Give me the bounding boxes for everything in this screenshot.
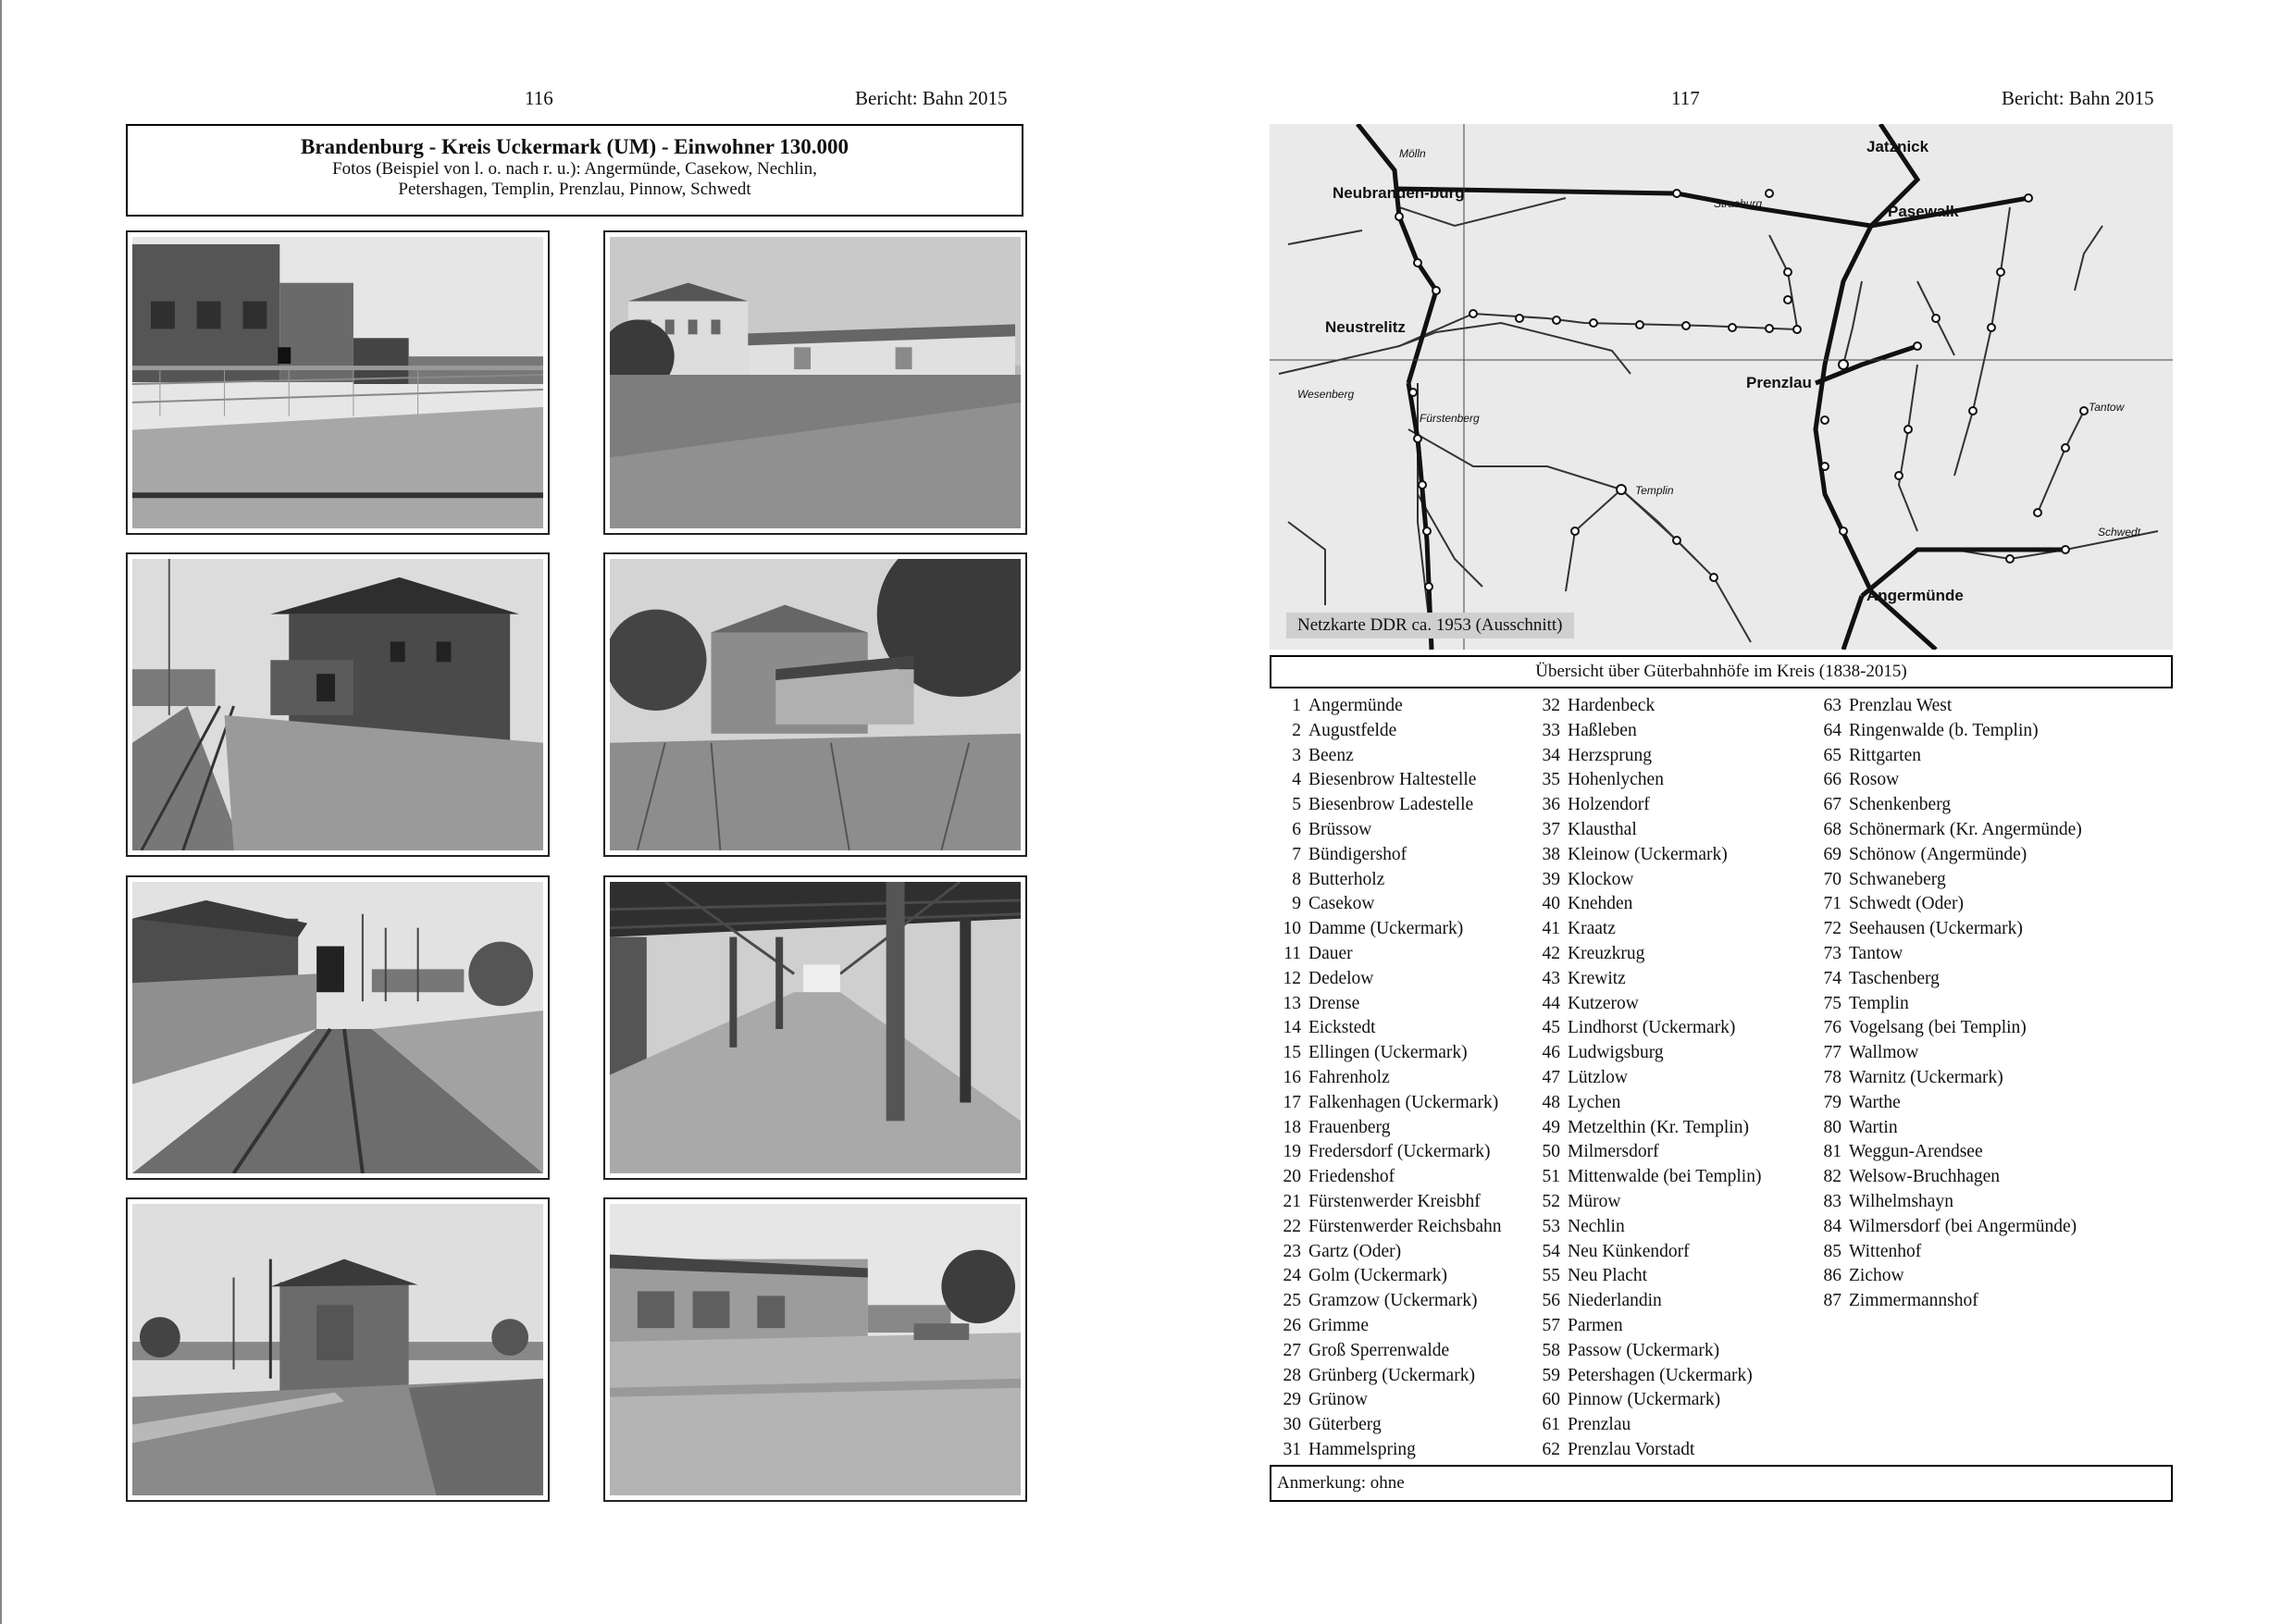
station-number: 23 xyxy=(1283,1241,1301,1261)
station-number: 47 xyxy=(1542,1067,1560,1087)
station-row xyxy=(1531,1041,1761,1066)
station-row xyxy=(1812,843,2082,868)
station-number: 66 xyxy=(1823,770,1841,790)
station-number: 60 xyxy=(1542,1390,1560,1410)
station-row xyxy=(1271,868,1501,893)
station-number: 46 xyxy=(1542,1043,1560,1063)
station-row xyxy=(1271,1364,1501,1389)
station-row xyxy=(1271,793,1501,818)
station-row xyxy=(1271,1240,1501,1265)
station-row xyxy=(1271,1041,1501,1066)
station-number: 5 xyxy=(1292,795,1301,815)
station-number: 69 xyxy=(1823,844,1841,864)
station-row xyxy=(1812,1240,2082,1265)
station-number: 43 xyxy=(1542,968,1560,988)
station-number: 10 xyxy=(1283,919,1301,939)
station-number: 77 xyxy=(1823,1043,1841,1063)
station-row xyxy=(1531,1116,1761,1141)
station-name: Neu Placht xyxy=(1568,1266,1648,1286)
station-number: 39 xyxy=(1542,869,1560,889)
station-name: Seehausen (Uckermark) xyxy=(1849,919,2023,939)
station-number: 4 xyxy=(1292,770,1301,790)
station-name: Angermünde xyxy=(1308,696,1403,715)
station-row xyxy=(1271,917,1501,942)
station-number: 44 xyxy=(1542,993,1560,1013)
station-number: 78 xyxy=(1823,1067,1841,1087)
station-row xyxy=(1531,1066,1761,1091)
station-number: 67 xyxy=(1823,795,1841,815)
station-number: 28 xyxy=(1283,1365,1301,1385)
station-number: 61 xyxy=(1542,1415,1560,1435)
station-number: 36 xyxy=(1542,795,1560,815)
station-name: Lychen xyxy=(1568,1092,1621,1112)
station-row xyxy=(1271,744,1501,769)
station-number: 31 xyxy=(1283,1439,1301,1459)
station-row xyxy=(1531,1016,1761,1041)
station-row xyxy=(1531,793,1761,818)
station-row xyxy=(1271,967,1501,992)
station-row xyxy=(1812,868,2082,893)
station-row xyxy=(1531,1240,1761,1265)
station-row xyxy=(1271,942,1501,967)
station-row xyxy=(1271,992,1501,1017)
station-name: Fahrenholz xyxy=(1308,1067,1390,1087)
station-name: Biesenbrow Haltestelle xyxy=(1308,770,1477,790)
station-name: Holzendorf xyxy=(1568,795,1650,815)
station-number: 48 xyxy=(1542,1092,1560,1112)
station-row xyxy=(1812,1289,2082,1314)
station-number: 63 xyxy=(1823,696,1841,715)
station-number: 54 xyxy=(1542,1241,1560,1261)
station-row xyxy=(1271,1016,1501,1041)
station-row xyxy=(1812,1264,2082,1289)
station-number: 9 xyxy=(1292,894,1301,914)
station-row xyxy=(1531,843,1761,868)
station-number: 52 xyxy=(1542,1191,1560,1211)
station-number: 79 xyxy=(1823,1092,1841,1112)
page-subtitle: Fotos (Beispiel von l. o. nach r. u.): Angermünde, Casekow, Nechlin, Petershagen, Templin, Prenzlau, Pinnow, Schwedt xyxy=(332,159,817,199)
station-row xyxy=(1271,1215,1501,1240)
station-row xyxy=(1812,942,2082,967)
station-number: 70 xyxy=(1823,869,1841,889)
station-row xyxy=(1531,1413,1761,1438)
station-name: Haßleben xyxy=(1568,720,1637,740)
station-number: 1 xyxy=(1292,696,1301,715)
station-name: Schönow (Angermünde) xyxy=(1849,844,2027,864)
station-number: 58 xyxy=(1542,1340,1560,1360)
station-name: Biesenbrow Ladestelle xyxy=(1308,795,1474,815)
station-name: Hardenbeck xyxy=(1568,696,1655,715)
page-number: 117 xyxy=(1671,87,1700,109)
station-number: 83 xyxy=(1823,1191,1841,1211)
station-number: 33 xyxy=(1542,720,1560,740)
station-row xyxy=(1812,793,2082,818)
map-label-wesenberg: Wesenberg xyxy=(1297,388,1355,401)
station-row xyxy=(1271,1413,1501,1438)
station-row xyxy=(1271,1289,1501,1314)
station-number: 65 xyxy=(1823,745,1841,765)
station-row xyxy=(1531,818,1761,843)
station-number: 18 xyxy=(1283,1117,1301,1137)
station-row xyxy=(1812,1165,2082,1190)
station-name: Ringenwalde (b. Templin) xyxy=(1849,720,2039,740)
station-name: Hohenlychen xyxy=(1568,770,1664,790)
station-column-3 xyxy=(1812,694,2082,1314)
station-name: Passow (Uckermark) xyxy=(1568,1340,1720,1360)
station-number: 30 xyxy=(1283,1415,1301,1435)
station-row xyxy=(1812,719,2082,744)
station-number: 71 xyxy=(1823,894,1841,914)
station-row xyxy=(1531,719,1761,744)
station-name: Neu Künkendorf xyxy=(1568,1241,1690,1261)
map-label-tantow: Tantow xyxy=(2089,401,2125,414)
station-number: 80 xyxy=(1823,1117,1841,1137)
station-name: Wilhelmshayn xyxy=(1849,1191,1953,1211)
station-row xyxy=(1812,1190,2082,1215)
station-name: Warthe xyxy=(1849,1092,1901,1112)
station-row xyxy=(1531,1190,1761,1215)
station-row xyxy=(1531,1091,1761,1116)
map-caption: Netzkarte DDR ca. 1953 (Ausschnitt) xyxy=(1286,613,1574,638)
station-number: 72 xyxy=(1823,919,1841,939)
station-row xyxy=(1531,1339,1761,1364)
station-row xyxy=(1812,694,2082,719)
station-number: 22 xyxy=(1283,1216,1301,1236)
station-number: 34 xyxy=(1542,745,1560,765)
station-name: Beenz xyxy=(1308,745,1354,765)
station-row xyxy=(1812,768,2082,793)
station-name: Schwedt (Oder) xyxy=(1849,894,1964,914)
station-number: 26 xyxy=(1283,1315,1301,1335)
station-row xyxy=(1531,967,1761,992)
map-label-angermuende: Angermünde xyxy=(1866,587,1964,604)
map-label-fuerstenberg: Fürstenberg xyxy=(1420,412,1480,425)
map-label-schwedt: Schwedt xyxy=(2098,526,2141,539)
station-name: Damme (Uckermark) xyxy=(1308,919,1464,939)
station-number: 27 xyxy=(1283,1340,1301,1360)
station-number: 86 xyxy=(1823,1266,1841,1286)
map-label-strasburg: Strasburg xyxy=(1714,197,1763,210)
station-number: 19 xyxy=(1283,1142,1301,1162)
station-name: Kleinow (Uckermark) xyxy=(1568,844,1728,864)
station-row xyxy=(1812,1066,2082,1091)
station-name: Schönermark (Kr. Angermünde) xyxy=(1849,819,2082,839)
station-number: 11 xyxy=(1283,943,1301,963)
station-number: 29 xyxy=(1283,1390,1301,1410)
station-row xyxy=(1271,843,1501,868)
station-number: 49 xyxy=(1542,1117,1560,1137)
station-name: Kreuzkrug xyxy=(1568,943,1645,963)
station-row xyxy=(1812,818,2082,843)
station-number: 82 xyxy=(1823,1167,1841,1187)
station-name: Zimmermannshof xyxy=(1849,1291,1978,1311)
station-number: 6 xyxy=(1292,819,1301,839)
station-row xyxy=(1271,1116,1501,1141)
station-name: Milmersdorf xyxy=(1568,1142,1659,1162)
station-row xyxy=(1271,1190,1501,1215)
station-name: Dauer xyxy=(1308,943,1353,963)
station-row xyxy=(1812,992,2082,1017)
station-number: 45 xyxy=(1542,1018,1560,1038)
station-name: Frauenberg xyxy=(1308,1117,1391,1137)
station-number: 42 xyxy=(1542,943,1560,963)
station-number: 41 xyxy=(1542,919,1560,939)
station-row xyxy=(1812,917,2082,942)
station-number: 74 xyxy=(1823,968,1841,988)
station-row xyxy=(1812,892,2082,917)
station-name: Prenzlau Vorstadt xyxy=(1568,1439,1695,1459)
map-label-pasewalk: Pasewalk xyxy=(1888,203,1959,220)
station-name: Brüssow xyxy=(1308,819,1372,839)
station-name: Parmen xyxy=(1568,1315,1623,1335)
station-row xyxy=(1531,1264,1761,1289)
station-name: Ludwigsburg xyxy=(1568,1043,1664,1063)
map-label-prenzlau: Prenzlau xyxy=(1746,374,1812,391)
station-name: Drense xyxy=(1308,993,1360,1013)
station-number: 37 xyxy=(1542,819,1560,839)
page-title: Brandenburg - Kreis Uckermark (UM) - Einwohner 130.000 xyxy=(300,135,849,158)
station-name: Krewitz xyxy=(1568,968,1626,988)
station-row xyxy=(1812,1091,2082,1116)
station-row xyxy=(1531,1364,1761,1389)
station-name: Dedelow xyxy=(1308,968,1374,988)
station-row xyxy=(1271,1264,1501,1289)
station-name: Klockow xyxy=(1568,869,1634,889)
station-name: Niederlandin xyxy=(1568,1291,1662,1311)
station-number: 81 xyxy=(1823,1142,1841,1162)
station-row xyxy=(1531,1165,1761,1190)
station-row xyxy=(1531,942,1761,967)
station-number: 76 xyxy=(1823,1018,1841,1038)
station-row xyxy=(1271,892,1501,917)
station-name: Hammelspring xyxy=(1308,1439,1416,1459)
station-row xyxy=(1531,1438,1761,1463)
station-name: Wilmersdorf (bei Angermünde) xyxy=(1849,1216,2077,1236)
station-number: 85 xyxy=(1823,1241,1841,1261)
station-row xyxy=(1531,1215,1761,1240)
station-number: 57 xyxy=(1542,1315,1560,1335)
station-row xyxy=(1271,1339,1501,1364)
station-row xyxy=(1812,1016,2082,1041)
station-name: Ellingen (Uckermark) xyxy=(1308,1043,1468,1063)
map-label-moelln: Mölln xyxy=(1399,147,1426,160)
station-row xyxy=(1531,1388,1761,1413)
station-name: Lützlow xyxy=(1568,1067,1628,1087)
station-row xyxy=(1531,1140,1761,1165)
station-name: Schenkenberg xyxy=(1849,795,1952,815)
station-row xyxy=(1531,868,1761,893)
map-label-neubrandenburg: Neubranden-burg xyxy=(1333,184,1465,202)
annotation-note: Anmerkung: ohne xyxy=(1270,1465,2173,1502)
station-number: 55 xyxy=(1542,1266,1560,1286)
station-name: Warnitz (Uckermark) xyxy=(1849,1067,2003,1087)
station-row xyxy=(1271,694,1501,719)
station-name: Schwaneberg xyxy=(1849,869,1946,889)
station-column-2 xyxy=(1531,694,1761,1463)
station-row xyxy=(1812,967,2082,992)
station-name: Nechlin xyxy=(1568,1216,1625,1236)
station-row xyxy=(1531,917,1761,942)
station-name: Kutzerow xyxy=(1568,993,1639,1013)
station-number: 73 xyxy=(1823,943,1841,963)
station-name: Gartz (Oder) xyxy=(1308,1241,1402,1261)
station-name: Augustfelde xyxy=(1308,720,1397,740)
station-name: Zichow xyxy=(1849,1266,1904,1286)
station-row xyxy=(1531,1314,1761,1339)
station-name: Bündigershof xyxy=(1308,844,1407,864)
station-name: Taschenberg xyxy=(1849,968,1940,988)
station-number: 84 xyxy=(1823,1216,1841,1236)
station-name: Klausthal xyxy=(1568,819,1637,839)
station-name: Templin xyxy=(1849,993,1909,1013)
station-number: 68 xyxy=(1823,819,1841,839)
station-name: Prenzlau xyxy=(1568,1415,1631,1435)
station-name: Prenzlau West xyxy=(1849,696,1953,715)
station-name: Rittgarten xyxy=(1849,745,1921,765)
station-row xyxy=(1812,1215,2082,1240)
station-number: 7 xyxy=(1292,844,1301,864)
page-header: Bericht: Bahn 2015 xyxy=(2002,87,2154,109)
station-name: Wartin xyxy=(1849,1117,1898,1137)
station-name: Fredersdorf (Uckermark) xyxy=(1308,1142,1491,1162)
station-name: Lindhorst (Uckermark) xyxy=(1568,1018,1736,1038)
station-row xyxy=(1271,1091,1501,1116)
station-number: 24 xyxy=(1283,1266,1301,1286)
station-name: Herzsprung xyxy=(1568,745,1652,765)
station-name: Grimme xyxy=(1308,1315,1369,1335)
station-row xyxy=(1271,768,1501,793)
station-name: Tantow xyxy=(1849,943,1903,963)
station-number: 2 xyxy=(1292,720,1301,740)
station-row xyxy=(1531,768,1761,793)
station-number: 14 xyxy=(1283,1018,1301,1038)
station-name: Mürow xyxy=(1568,1191,1621,1211)
map-label-jatznick: Jatznick xyxy=(1866,138,1929,155)
station-number: 15 xyxy=(1283,1043,1301,1063)
station-number: 17 xyxy=(1283,1092,1301,1112)
station-row xyxy=(1812,1116,2082,1141)
station-number: 32 xyxy=(1542,696,1560,715)
station-row xyxy=(1271,1165,1501,1190)
station-row xyxy=(1531,992,1761,1017)
station-name: Vogelsang (bei Templin) xyxy=(1849,1018,2027,1038)
station-name: Kraatz xyxy=(1568,919,1616,939)
station-row xyxy=(1531,1289,1761,1314)
station-name: Eickstedt xyxy=(1308,1018,1376,1038)
station-number: 62 xyxy=(1542,1439,1560,1459)
station-number: 40 xyxy=(1542,894,1560,914)
station-row xyxy=(1531,892,1761,917)
station-name: Welsow-Bruchhagen xyxy=(1849,1167,2001,1187)
station-name: Friedenshof xyxy=(1308,1167,1395,1187)
station-row xyxy=(1812,744,2082,769)
station-number: 25 xyxy=(1283,1291,1301,1311)
station-name: Metzelthin (Kr. Templin) xyxy=(1568,1117,1749,1137)
station-number: 75 xyxy=(1823,993,1841,1013)
station-name: Knehden xyxy=(1568,894,1633,914)
station-number: 87 xyxy=(1823,1291,1841,1311)
station-number: 64 xyxy=(1823,720,1841,740)
station-number: 38 xyxy=(1542,844,1560,864)
station-number: 3 xyxy=(1292,745,1301,765)
map-label-neustrelitz: Neustrelitz xyxy=(1325,318,1406,336)
station-name: Wittenhof xyxy=(1849,1241,1922,1261)
station-row xyxy=(1812,1140,2082,1165)
station-number: 51 xyxy=(1542,1167,1560,1187)
station-number: 13 xyxy=(1283,993,1301,1013)
station-name: Falkenhagen (Uckermark) xyxy=(1308,1092,1499,1112)
station-row xyxy=(1531,694,1761,719)
station-row xyxy=(1271,1438,1501,1463)
station-number: 12 xyxy=(1283,968,1301,988)
station-row xyxy=(1271,818,1501,843)
station-number: 59 xyxy=(1542,1365,1560,1385)
station-row xyxy=(1271,719,1501,744)
station-name: Fürstenwerder Reichsbahn xyxy=(1308,1216,1502,1236)
station-name: Casekow xyxy=(1308,894,1375,914)
station-list-title: Übersicht über Güterbahnhöfe im Kreis (1838-2015) xyxy=(1270,655,2173,688)
station-name: Petershagen (Uckermark) xyxy=(1568,1365,1753,1385)
station-name: Pinnow (Uckermark) xyxy=(1568,1390,1721,1410)
station-row xyxy=(1271,1388,1501,1413)
station-name: Golm (Uckermark) xyxy=(1308,1266,1447,1286)
station-number: 35 xyxy=(1542,770,1560,790)
station-number: 53 xyxy=(1542,1216,1560,1236)
station-name: Gramzow (Uckermark) xyxy=(1308,1291,1478,1311)
station-name: Weggun-Arendsee xyxy=(1849,1142,1983,1162)
station-name: Wallmow xyxy=(1849,1043,1919,1063)
map-label-templin: Templin xyxy=(1635,484,1674,497)
station-name: Butterholz xyxy=(1308,869,1385,889)
page-number: 116 xyxy=(525,87,553,109)
station-number: 50 xyxy=(1542,1142,1560,1162)
station-column-1 xyxy=(1271,694,1501,1463)
station-name: Rosow xyxy=(1849,770,1900,790)
station-number: 21 xyxy=(1283,1191,1301,1211)
station-row xyxy=(1271,1140,1501,1165)
station-row xyxy=(1271,1066,1501,1091)
station-name: Grünow xyxy=(1308,1390,1368,1410)
station-row xyxy=(1812,1041,2082,1066)
station-number: 20 xyxy=(1283,1167,1301,1187)
page-header: Bericht: Bahn 2015 xyxy=(855,87,1008,109)
station-number: 16 xyxy=(1283,1067,1301,1087)
station-name: Fürstenwerder Kreisbhf xyxy=(1308,1191,1481,1211)
station-row xyxy=(1531,744,1761,769)
railway-map xyxy=(1270,124,2173,650)
station-name: Groß Sperrenwalde xyxy=(1308,1340,1450,1360)
station-name: Güterberg xyxy=(1308,1415,1382,1435)
station-number: 56 xyxy=(1542,1291,1560,1311)
station-number: 8 xyxy=(1292,869,1301,889)
station-row xyxy=(1271,1314,1501,1339)
station-name: Grünberg (Uckermark) xyxy=(1308,1365,1475,1385)
station-name: Mittenwalde (bei Templin) xyxy=(1568,1167,1762,1187)
